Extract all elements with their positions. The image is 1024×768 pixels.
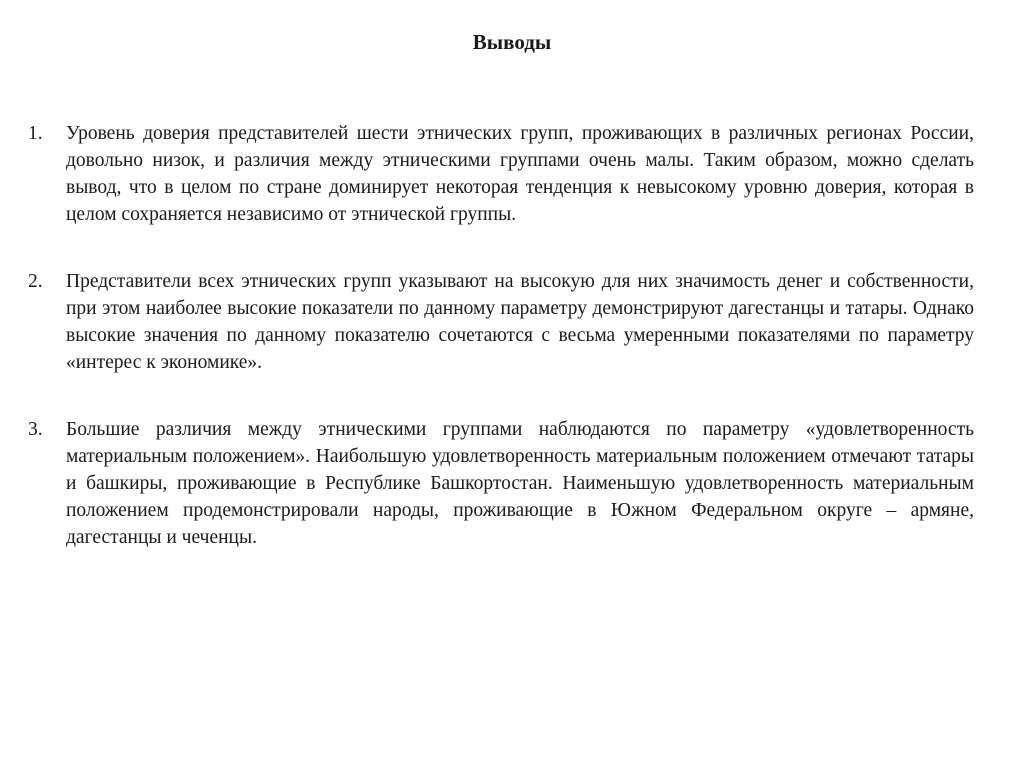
conclusion-number: 1. — [28, 123, 43, 144]
conclusion-item-1 — [28, 120, 974, 228]
conclusion-number: 2. — [28, 271, 43, 292]
conclusion-text: Большие различия между этническими группами наблюдаются по параметру «удовлетворенность материальным положением». Наибольшую удовлетворенность материальным положением отмечают татары и башкиры, проживающие в Республике Башкортостан. Наименьшую удовлетворенность материальным положением продемонстрировали народы, проживающие в Южном Федеральном округе – армяне, дагестанцы и чеченцы. — [66, 419, 974, 548]
conclusions-list — [28, 120, 974, 591]
conclusion-text: Представители всех этнических групп указывают на высокую для них значимость денег и собственности, при этом наиболее высокие показатели по данному параметру демонстрируют дагестанцы и татары. Однако высокие значения по данному показателю сочетаются с весьма умеренными показателями по параметру «интерес к экономике». — [66, 271, 974, 373]
conclusion-item-2 — [28, 268, 974, 376]
conclusion-number: 3. — [28, 419, 43, 440]
conclusion-text: Уровень доверия представителей шести этнических групп, проживающих в различных регионах России, довольно низок, и различия между этническими группами очень малы. Таким образом, можно сделать вывод, что в целом по стране доминирует некоторая тенденция к невысокому уровню доверия, которая в целом сохраняется независимо от этнической группы. — [66, 123, 974, 225]
conclusion-item-3 — [28, 416, 974, 551]
slide-title: Выводы — [472, 30, 552, 54]
